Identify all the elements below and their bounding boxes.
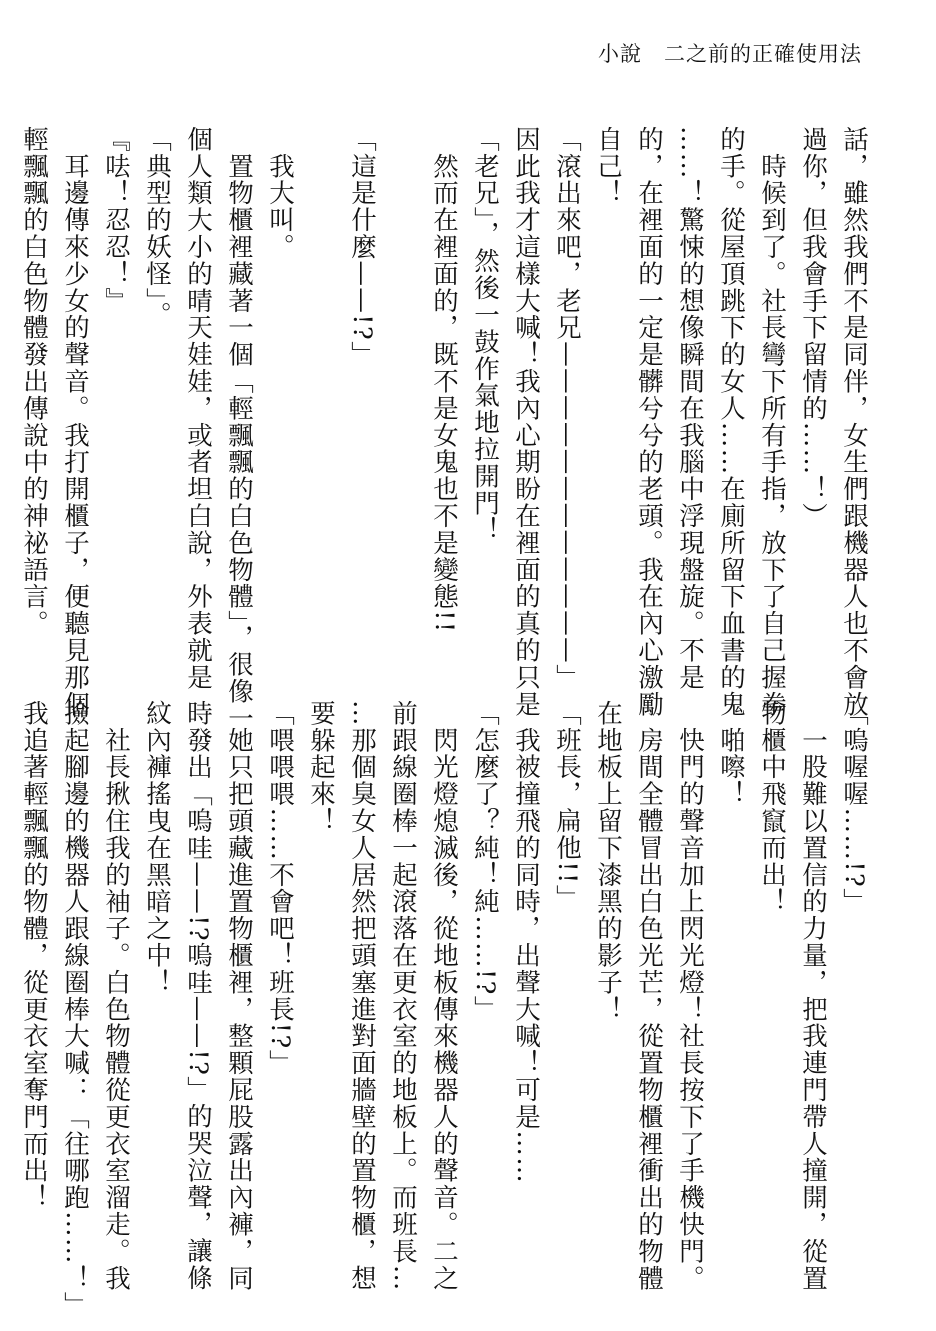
text-line: 「典型的妖怪」。: [142, 126, 172, 329]
text-line: 置物櫃裡藏著一個「輕飄飄的白色物體」，很像一: [224, 126, 254, 732]
text-line: 話，雖然我們不是同伴，女生們跟機器人也不會放: [839, 126, 869, 718]
text-line: 「嗚喔喔……!?」: [839, 700, 869, 916]
text-line: 時發出「嗚哇——!?嗚哇——!?」的哭泣聲，讓條: [183, 700, 213, 1292]
text-line: 「怎麼了？純！純……!?」: [470, 700, 500, 1023]
text-line: 因此我才這樣大喊！我內心期盼在裡面的真的只是: [511, 126, 541, 718]
text-line: 快門的聲音加上閃光燈！社長按下了手機快門。: [675, 700, 705, 1292]
text-line: 的手。從屋頂跳下的女人……在廁所留下血書的鬼: [716, 126, 746, 718]
text-line: 她只把頭藏進置物櫃裡，整顆屁股露出內褲，同: [224, 700, 254, 1292]
text-line: 閃光燈熄滅後，從地板傳來機器人的聲音。二之: [429, 700, 459, 1292]
text-line: 自己！: [593, 126, 623, 207]
text-line: 耳邊傳來少女的聲音。我打開櫃子，便聽見那個: [60, 126, 90, 718]
text-line: 房間全體冒出白色光芒，從置物櫃裡衝出的物體: [634, 700, 664, 1292]
text-line: 前跟線圈棒一起滾落在更衣室的地板上。而班長…: [388, 700, 418, 1292]
lower-text-block: [19, 700, 874, 1319]
text-line: 在地板上留下漆黑的影子！: [593, 700, 623, 1023]
text-line: [300, 126, 341, 646]
text-line: 『呿！忍忍！』: [101, 126, 131, 315]
text-line: 「滾出來吧，老兄————————————」: [552, 126, 582, 691]
text-line: ……！驚悚的想像瞬間在我腦中浮現盤旋。不是: [675, 126, 705, 691]
text-line: 要躲起來！: [306, 700, 336, 835]
text-line: …那個臭女人居然把頭塞進對面牆壁的置物櫃，想: [347, 700, 377, 1292]
text-line: 我追著輕飄飄的物體，從更衣室奪門而出！: [19, 700, 49, 1212]
text-line: 物櫃中飛竄而出！: [757, 700, 787, 916]
text-line: 時候到了。社長彎下所有手指，放下了自己握拳: [757, 126, 787, 718]
text-line: 啪嚓！: [716, 700, 746, 808]
text-line: 過你，但我會手下留情的……！）: [798, 126, 828, 530]
text-line: 個人類大小的晴天娃娃，或者坦白說，外表就是: [183, 126, 213, 691]
text-line: 的，在裡面的一定是髒兮兮的老頭。我在內心激勵: [634, 126, 664, 718]
text-line: 一股難以置信的力量，把我連門帶人撞開，從置: [798, 700, 828, 1292]
upper-text-block: [19, 126, 874, 732]
text-line: 然而在裡面的，既不是女鬼也不是變態!!: [429, 126, 459, 634]
text-line: 輕飄飄的白色物體發出傳說中的神祕語言。: [19, 126, 49, 638]
text-line: 撿起腳邊的機器人跟線圈棒大喊：「往哪跑……！」: [60, 700, 90, 1319]
text-line: 我被撞飛的同時，出聲大喊！可是……: [511, 700, 541, 1185]
text-line: 「班長，扁他!!」: [552, 700, 582, 912]
text-line: 「喂喂喂……不會吧！班長!?」: [265, 700, 295, 1077]
text-line: 我大叫。: [265, 126, 295, 261]
running-header: 小說 二之前的正確使用法: [598, 42, 862, 66]
text-line: 社長揪住我的袖子。白色物體從更衣室溜走。我: [101, 700, 131, 1292]
text-line: [382, 126, 423, 646]
text-line: 「這是什麼——!?」: [347, 126, 377, 368]
text-line: 「老兄」，然後一鼓作氣地拉開門！: [470, 126, 500, 544]
text-line: 紋內褲搖曳在黑暗之中！: [142, 700, 172, 996]
